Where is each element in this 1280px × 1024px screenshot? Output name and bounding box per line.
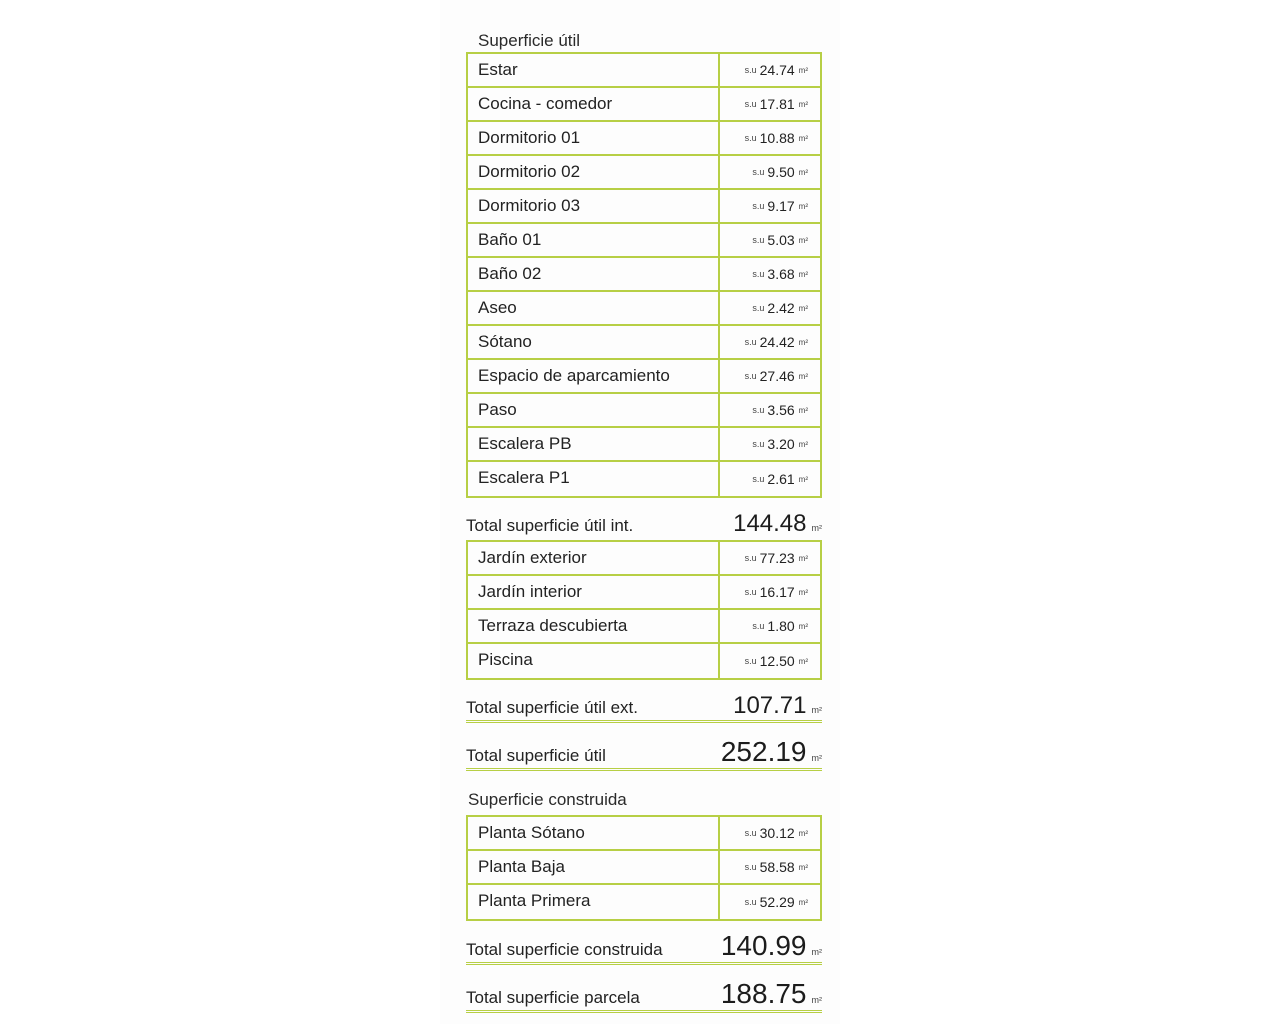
total-label: Total superficie construida bbox=[466, 940, 663, 959]
total-construida bbox=[466, 930, 822, 962]
room-name: Terraza descubierta bbox=[468, 610, 720, 642]
table-row bbox=[468, 428, 820, 462]
floor-area: s.u 30.12 m² bbox=[744, 825, 808, 841]
room-name: Aseo bbox=[468, 292, 720, 324]
room-name: Dormitorio 02 bbox=[468, 156, 720, 188]
room-area: s.u 16.17 m² bbox=[744, 584, 808, 600]
table-row bbox=[468, 885, 820, 919]
room-name: Baño 02 bbox=[468, 258, 720, 290]
room-area: s.u 9.17 m² bbox=[752, 198, 808, 214]
floor-name: Planta Primera bbox=[468, 885, 720, 919]
room-area: s.u 2.42 m² bbox=[752, 300, 808, 316]
total-util bbox=[466, 736, 822, 768]
room-name: Dormitorio 03 bbox=[468, 190, 720, 222]
room-area: s.u 1.80 m² bbox=[752, 618, 808, 634]
room-name: Estar bbox=[468, 54, 720, 86]
divider bbox=[466, 720, 822, 723]
room-area: s.u 24.74 m² bbox=[744, 62, 808, 78]
table-row bbox=[468, 190, 820, 224]
table-row bbox=[468, 122, 820, 156]
total-parcela bbox=[466, 978, 822, 1010]
room-area: s.u 77.23 m² bbox=[744, 550, 808, 566]
divider bbox=[466, 768, 822, 771]
total-util-interior bbox=[466, 510, 822, 538]
table-row bbox=[468, 292, 820, 326]
table-row bbox=[468, 224, 820, 258]
room-name: Escalera P1 bbox=[468, 462, 720, 496]
table-row bbox=[468, 394, 820, 428]
room-area: s.u 2.61 m² bbox=[752, 471, 808, 487]
room-area: s.u 27.46 m² bbox=[744, 368, 808, 384]
divider bbox=[466, 1010, 822, 1013]
room-area: s.u 5.03 m² bbox=[752, 232, 808, 248]
heading-superficie-construida: Superficie construida bbox=[468, 790, 627, 809]
table-row bbox=[468, 644, 820, 678]
floor-name: Planta Sótano bbox=[468, 817, 720, 849]
room-name: Espacio de aparcamiento bbox=[468, 360, 720, 392]
table-row bbox=[468, 326, 820, 360]
table-row bbox=[468, 360, 820, 394]
floor-name: Planta Baja bbox=[468, 851, 720, 883]
total-label: Total superficie útil bbox=[466, 746, 606, 765]
table-row bbox=[468, 54, 820, 88]
table-construida bbox=[466, 815, 822, 921]
room-name: Cocina - comedor bbox=[468, 88, 720, 120]
total-util-exterior bbox=[466, 692, 822, 720]
heading-superficie-util: Superficie útil bbox=[478, 31, 581, 50]
table-row bbox=[468, 851, 820, 885]
total-value: 144.48 m² bbox=[733, 510, 822, 537]
floor-area: s.u 52.29 m² bbox=[744, 894, 808, 910]
table-row bbox=[468, 258, 820, 292]
table-row bbox=[468, 462, 820, 496]
table-row bbox=[468, 576, 820, 610]
room-area: s.u 3.68 m² bbox=[752, 266, 808, 282]
divider bbox=[466, 962, 822, 965]
room-name: Escalera PB bbox=[468, 428, 720, 460]
table-row bbox=[468, 817, 820, 851]
room-area: s.u 9.50 m² bbox=[752, 164, 808, 180]
table-row bbox=[468, 88, 820, 122]
room-area: s.u 17.81 m² bbox=[744, 96, 808, 112]
total-value: 140.99 m² bbox=[720, 930, 822, 961]
room-area: s.u 3.20 m² bbox=[752, 436, 808, 452]
table-interior bbox=[466, 52, 822, 498]
room-name: Jardín interior bbox=[468, 576, 720, 608]
total-value: 107.71 m² bbox=[733, 692, 822, 719]
floor-area: s.u 58.58 m² bbox=[744, 859, 808, 875]
table-row bbox=[468, 542, 820, 576]
table-row bbox=[468, 610, 820, 644]
total-value: 188.75 m² bbox=[720, 978, 822, 1009]
room-name: Sótano bbox=[468, 326, 720, 358]
room-area: s.u 24.42 m² bbox=[744, 334, 808, 350]
room-name: Dormitorio 01 bbox=[468, 122, 720, 154]
total-label: Total superficie útil int. bbox=[466, 516, 634, 535]
room-area: s.u 10.88 m² bbox=[744, 130, 808, 146]
room-name: Jardín exterior bbox=[468, 542, 720, 574]
room-name: Baño 01 bbox=[468, 224, 720, 256]
table-row bbox=[468, 156, 820, 190]
room-name: Piscina bbox=[468, 644, 720, 678]
room-area: s.u 12.50 m² bbox=[744, 653, 808, 669]
total-label: Total superficie parcela bbox=[466, 988, 640, 1007]
total-value: 252.19 m² bbox=[720, 736, 822, 767]
table-exterior bbox=[466, 540, 822, 680]
room-area: s.u 3.56 m² bbox=[752, 402, 808, 418]
room-name: Paso bbox=[468, 394, 720, 426]
total-label: Total superficie útil ext. bbox=[466, 698, 638, 717]
